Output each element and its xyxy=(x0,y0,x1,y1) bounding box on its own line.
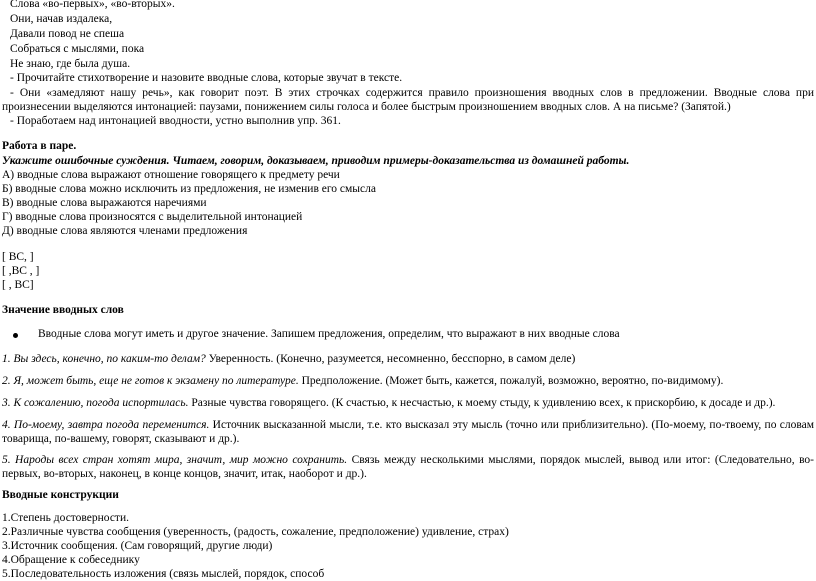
task-exercise: - Поработаем над интонацией вводности, устно выполнив упр. 361. xyxy=(10,115,341,127)
poem-line: Собраться с мыслями, пока xyxy=(10,43,145,55)
example-explanation: Уверенность. (Конечно, разумеется, несомненно, бесспорно, в самом деле) xyxy=(205,353,576,365)
example-sentence: 3. К сожалению, погода испортилась. xyxy=(2,397,189,409)
example-explanation: Связь между несколькими мыслями, порядок мыслей, вывод или итог: (Следовательно, во-первых, во-вторых, наконец, в конце концов, значит, итак, наоборот и др.). xyxy=(2,454,814,480)
construction-item: 5.Последовательность изложения (связь мыслей, порядок, способ xyxy=(2,568,325,580)
punctuation-scheme: [ ВС, ] xyxy=(2,251,34,263)
example-sentence: 5. Народы всех стран хотят мира, значит, мир можно сохранить. xyxy=(2,454,348,466)
construction-item: 3.Источник сообщения. (Сам говорящий, другие люди) xyxy=(2,540,273,552)
poem-line: Не знаю, где была душа. xyxy=(10,58,131,70)
example-explanation: Источник высказанной мысли, т.е. кто высказал эту мысль (точно или приблизительно). (По-моему, по-твоему, по словам товарища, по-вашему, говорят, сказывают и др.). xyxy=(2,419,814,445)
poem-line: Они, начав издалека, xyxy=(10,13,113,25)
poem-line: Давали повод не спеша xyxy=(10,28,125,40)
option-item: В) вводные слова выражаются наречиями xyxy=(2,197,207,209)
example-line xyxy=(2,453,814,481)
construction-item: 2.Различные чувства сообщения (уверенность, (радость, сожаление, предположение) удивление, страх) xyxy=(2,526,509,538)
explanation-paragraph: - Они «замедляют нашу речь», как говорит поэт. В этих строчках содержится правило произношения вводных слов в предложении. Вводные слова при произнесении выделяются интонацией: паузами, понижением силы голоса и более быстрым произношением вводных слов. А на письме? (Запятой.) xyxy=(2,87,814,113)
bullet-icon xyxy=(13,333,18,338)
example-line xyxy=(2,418,814,446)
task-read-poem: - Прочитайте стихотворение и назовите вводные слова, которые звучат в тексте. xyxy=(10,72,403,84)
example-sentence: 2. Я, может быть, еще не готов к экзамену по литературе. xyxy=(2,375,299,387)
construction-item: 4.Обращение к собеседнику xyxy=(2,554,140,566)
option-item: Д) вводные слова являются членами предложения xyxy=(2,225,248,237)
option-item: Г) вводные слова произносятся с выделительной интонацией xyxy=(2,211,303,223)
example-line xyxy=(2,352,814,366)
constructions-title: Вводные конструкции xyxy=(2,489,119,501)
punctuation-scheme: [ ,ВС , ] xyxy=(2,265,40,277)
example-sentence: 1. Вы здесь, конечно, по каким-то делам? xyxy=(2,353,206,365)
example-explanation: Разные чувства говорящего. (К счастью, к несчастью, к моему стыду, к удивлению всех, к прискорбию, к досаде и др.). xyxy=(188,397,776,409)
poem-line: Слова «во-первых», «во-вторых». xyxy=(10,0,175,10)
punctuation-scheme: [ , ВС] xyxy=(2,279,34,291)
pair-work-instruction: Укажите ошибочные суждения. Читаем, говорим, доказываем, приводим примеры-доказательства из домашней работы. xyxy=(2,155,630,167)
option-item: Б) вводные слова можно исключить из предложения, не изменив его смысла xyxy=(2,183,376,195)
example-explanation: Предположение. (Может быть, кажется, пожалуй, возможно, вероятно, по-видимому). xyxy=(298,375,724,387)
meaning-bullet-text: Вводные слова могут иметь и другое значение. Запишем предложения, определим, что выражают в них вводные слова xyxy=(38,328,620,340)
example-line xyxy=(2,374,814,388)
example-sentence: 4. По-моему, завтра погода переменится. xyxy=(2,419,210,431)
construction-item: 1.Степень достоверности. xyxy=(2,512,129,524)
pair-work-title: Работа в паре. xyxy=(2,140,77,152)
example-line xyxy=(2,396,814,410)
option-item: А) вводные слова выражают отношение говорящего к предмету речи xyxy=(2,169,340,181)
meaning-title: Значение вводных слов xyxy=(2,304,124,316)
